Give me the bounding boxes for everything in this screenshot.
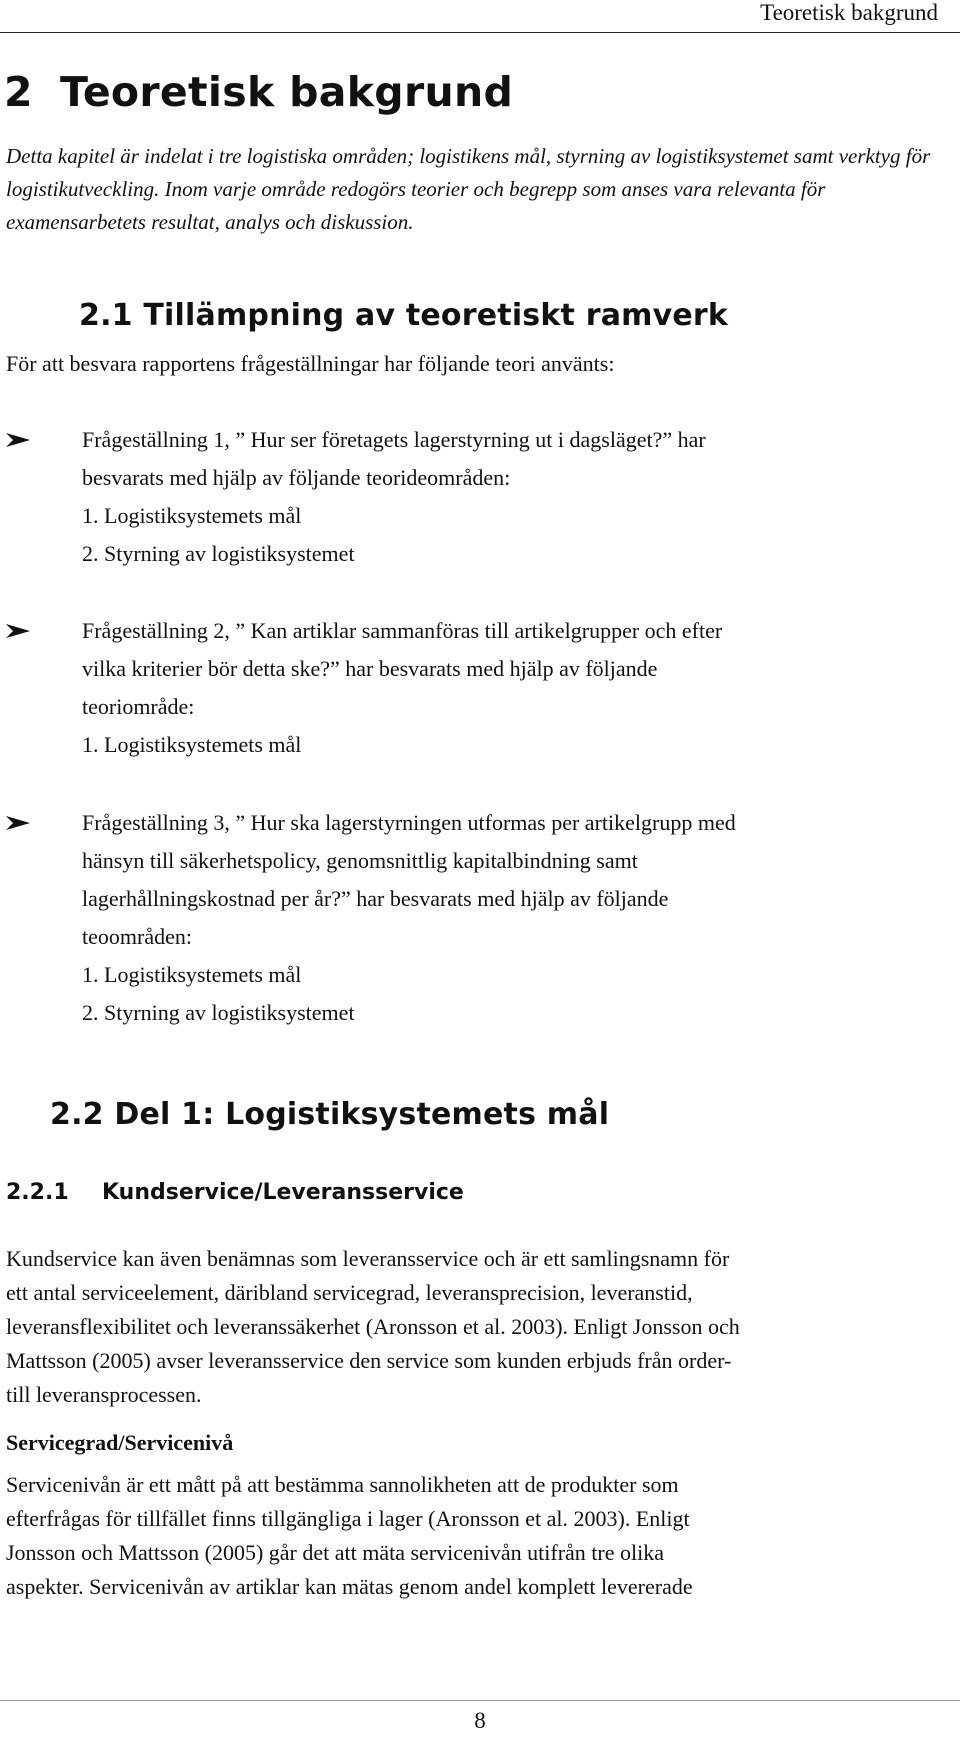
footer-rule (0, 1700, 960, 1701)
kundservice-paragraph (6, 1242, 951, 1412)
question-line: teoområden: (82, 924, 192, 949)
arrowhead-bullet-icon (4, 804, 42, 842)
paragraph-line: ett antal serviceelement, däribland servicegrad, leveransprecision, leveranstid, (6, 1280, 693, 1305)
question-line: 2. Styrning av logistiksystemet (82, 541, 355, 566)
question-line: 1. Logistiksystemets mål (82, 503, 302, 528)
question-2 (82, 612, 952, 764)
subsection-heading-2-2-1 (6, 1180, 464, 1205)
header-rule (0, 32, 960, 33)
servicegrad-paragraph (6, 1468, 951, 1604)
running-header: Teoretisk bakgrund (760, 0, 938, 25)
paragraph-line: Servicenivån är ett mått på att bestämma sannolikheten att de produkter som (6, 1472, 679, 1497)
subsection-title: Kundservice/Leveransservice (102, 1180, 464, 1205)
section-heading-2-2: 2.2 Del 1: Logistiksystemets mål (50, 1097, 610, 1132)
paragraph-line: Kundservice kan även benämnas som leveransservice och är ett samlingsnamn för (6, 1246, 730, 1271)
question-line: Frågeställning 2, ” Kan artiklar sammanföras till artikelgrupper och efter (82, 618, 723, 643)
question-line: vilka kriterier bör detta ske?” har besvarats med hjälp av följande (82, 656, 658, 681)
chapter-number: 2 (4, 68, 33, 116)
question-3 (82, 804, 952, 1032)
subsection-number: 2.2.1 (6, 1180, 69, 1205)
section-heading-2-1: 2.1 Tillämpning av teoretiskt ramverk (79, 298, 729, 333)
question-line: hänsyn till säkerhetspolicy, genomsnittlig kapitalbindning samt (82, 848, 638, 873)
paragraph-line: Mattsson (2005) avser leveransservice den service som kunden erbjuds från order- (6, 1348, 732, 1373)
servicegrad-heading: Servicegrad/Servicenivå (6, 1430, 234, 1455)
paragraph-line: Jonsson och Mattsson (2005) går det att mäta servicenivån utifrån tre olika (6, 1540, 664, 1565)
question-line: 1. Logistiksystemets mål (82, 732, 302, 757)
question-line: lagerhållningskostnad per år?” har besvarats med hjälp av följande (82, 886, 669, 911)
question-line: Frågeställning 3, ” Hur ska lagerstyrningen utformas per artikelgrupp med (82, 810, 736, 835)
chapter-heading (4, 68, 513, 116)
arrowhead-bullet-icon (4, 612, 42, 650)
question-1 (82, 421, 952, 573)
arrowhead-bullet-icon (4, 421, 42, 459)
paragraph-line: leveransflexibilitet och leveranssäkerhet (Aronsson et al. 2003). Enligt Jonsson och (6, 1314, 740, 1339)
paragraph-line: efterfrågas för tillfället finns tillgängliga i lager (Aronsson et al. 2003). Enligt (6, 1506, 690, 1531)
chapter-intro: Detta kapitel är indelat i tre logistiska områden; logistikens mål, styrning av logistiksystemet samt verktyg för logistikutveckling. Inom varje område redogörs teorier och begrepp som anses vara relevanta för examensarbetets resultat, analys och diskussion. (6, 144, 931, 234)
question-line: 2. Styrning av logistiksystemet (82, 1000, 355, 1025)
question-line: Frågeställning 1, ” Hur ser företagets lagerstyrning ut i dagsläget?” har (82, 427, 706, 452)
paragraph-line: till leveransprocessen. (6, 1382, 202, 1407)
section-lead: För att besvara rapportens frågeställningar har följande teori använts: (6, 351, 615, 376)
question-line: 1. Logistiksystemets mål (82, 962, 302, 987)
paragraph-line: aspekter. Servicenivån av artiklar kan mätas genom andel komplett levererade (6, 1574, 693, 1599)
chapter-title: Teoretisk bakgrund (60, 68, 514, 116)
page-number: 8 (474, 1708, 486, 1733)
question-line: besvarats med hjälp av följande teorideområden: (82, 465, 511, 490)
question-line: teoriområde: (82, 694, 195, 719)
